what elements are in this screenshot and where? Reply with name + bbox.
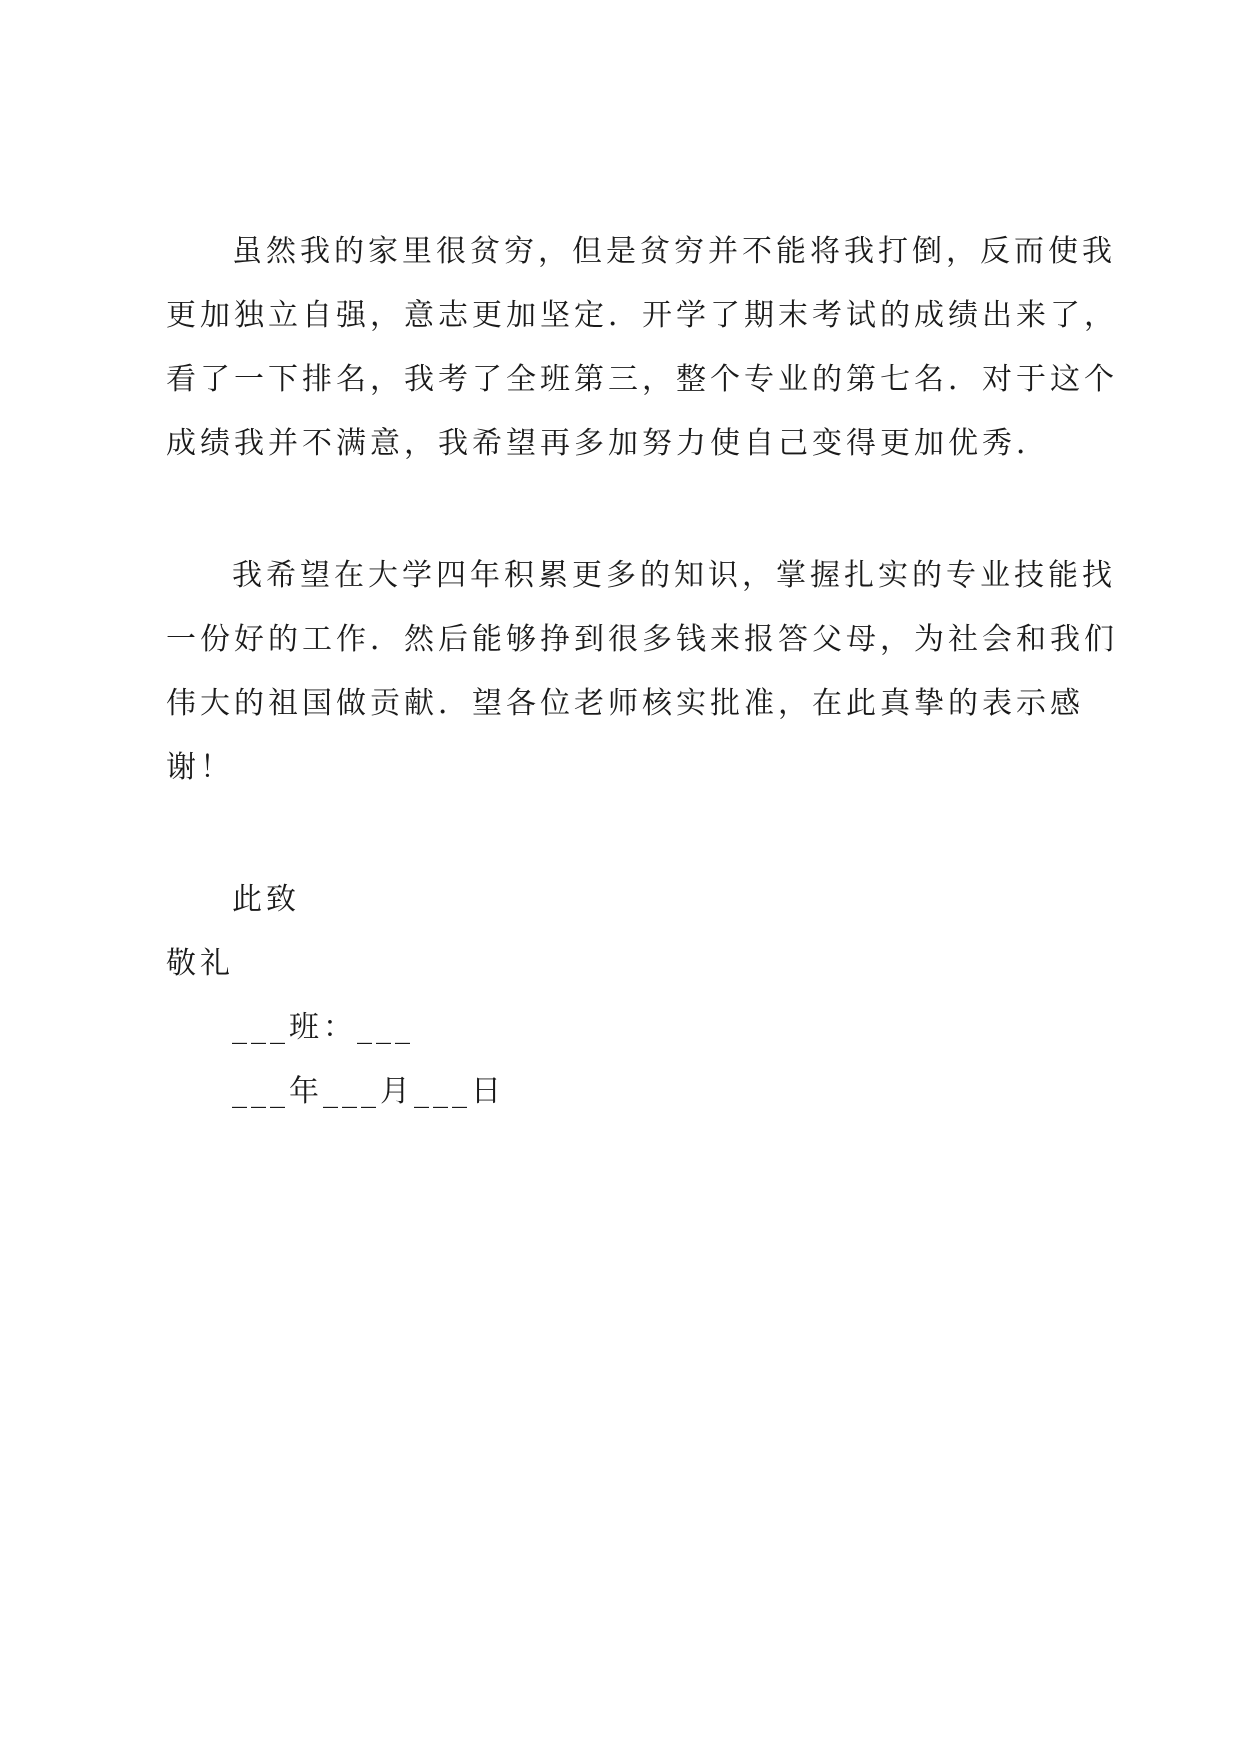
- closing-text: 此致: [232, 882, 300, 917]
- paragraph-1-line-4: 成绩我并不满意，我希望再多加努力使自己变得更加优秀．: [166, 426, 1050, 461]
- signature-line: ___班：___: [232, 1010, 414, 1045]
- paragraph-1-line-2: 更加独立自强，意志更加坚定．开学了期末考试的成绩出来了，: [166, 298, 1118, 333]
- paragraph-2-line-2: 一份好的工作．然后能够挣到很多钱来报答父母，为社会和我们: [166, 622, 1118, 657]
- paragraph-2-line-1: 我希望在大学四年积累更多的知识，掌握扎实的专业技能找: [232, 558, 1116, 593]
- paragraph-2-line-4: 谢！: [166, 750, 234, 785]
- salute-text: 敬礼: [166, 946, 234, 981]
- date-line: ___年___月___日: [232, 1074, 505, 1109]
- paragraph-2-line-3: 伟大的祖国做贡献．望各位老师核实批准，在此真挚的表示感: [166, 686, 1084, 721]
- paragraph-1-line-1: 虽然我的家里很贫穷，但是贫穷并不能将我打倒，反而使我: [232, 234, 1116, 269]
- paragraph-1-line-3: 看了一下排名，我考了全班第三，整个专业的第七名．对于这个: [166, 362, 1118, 397]
